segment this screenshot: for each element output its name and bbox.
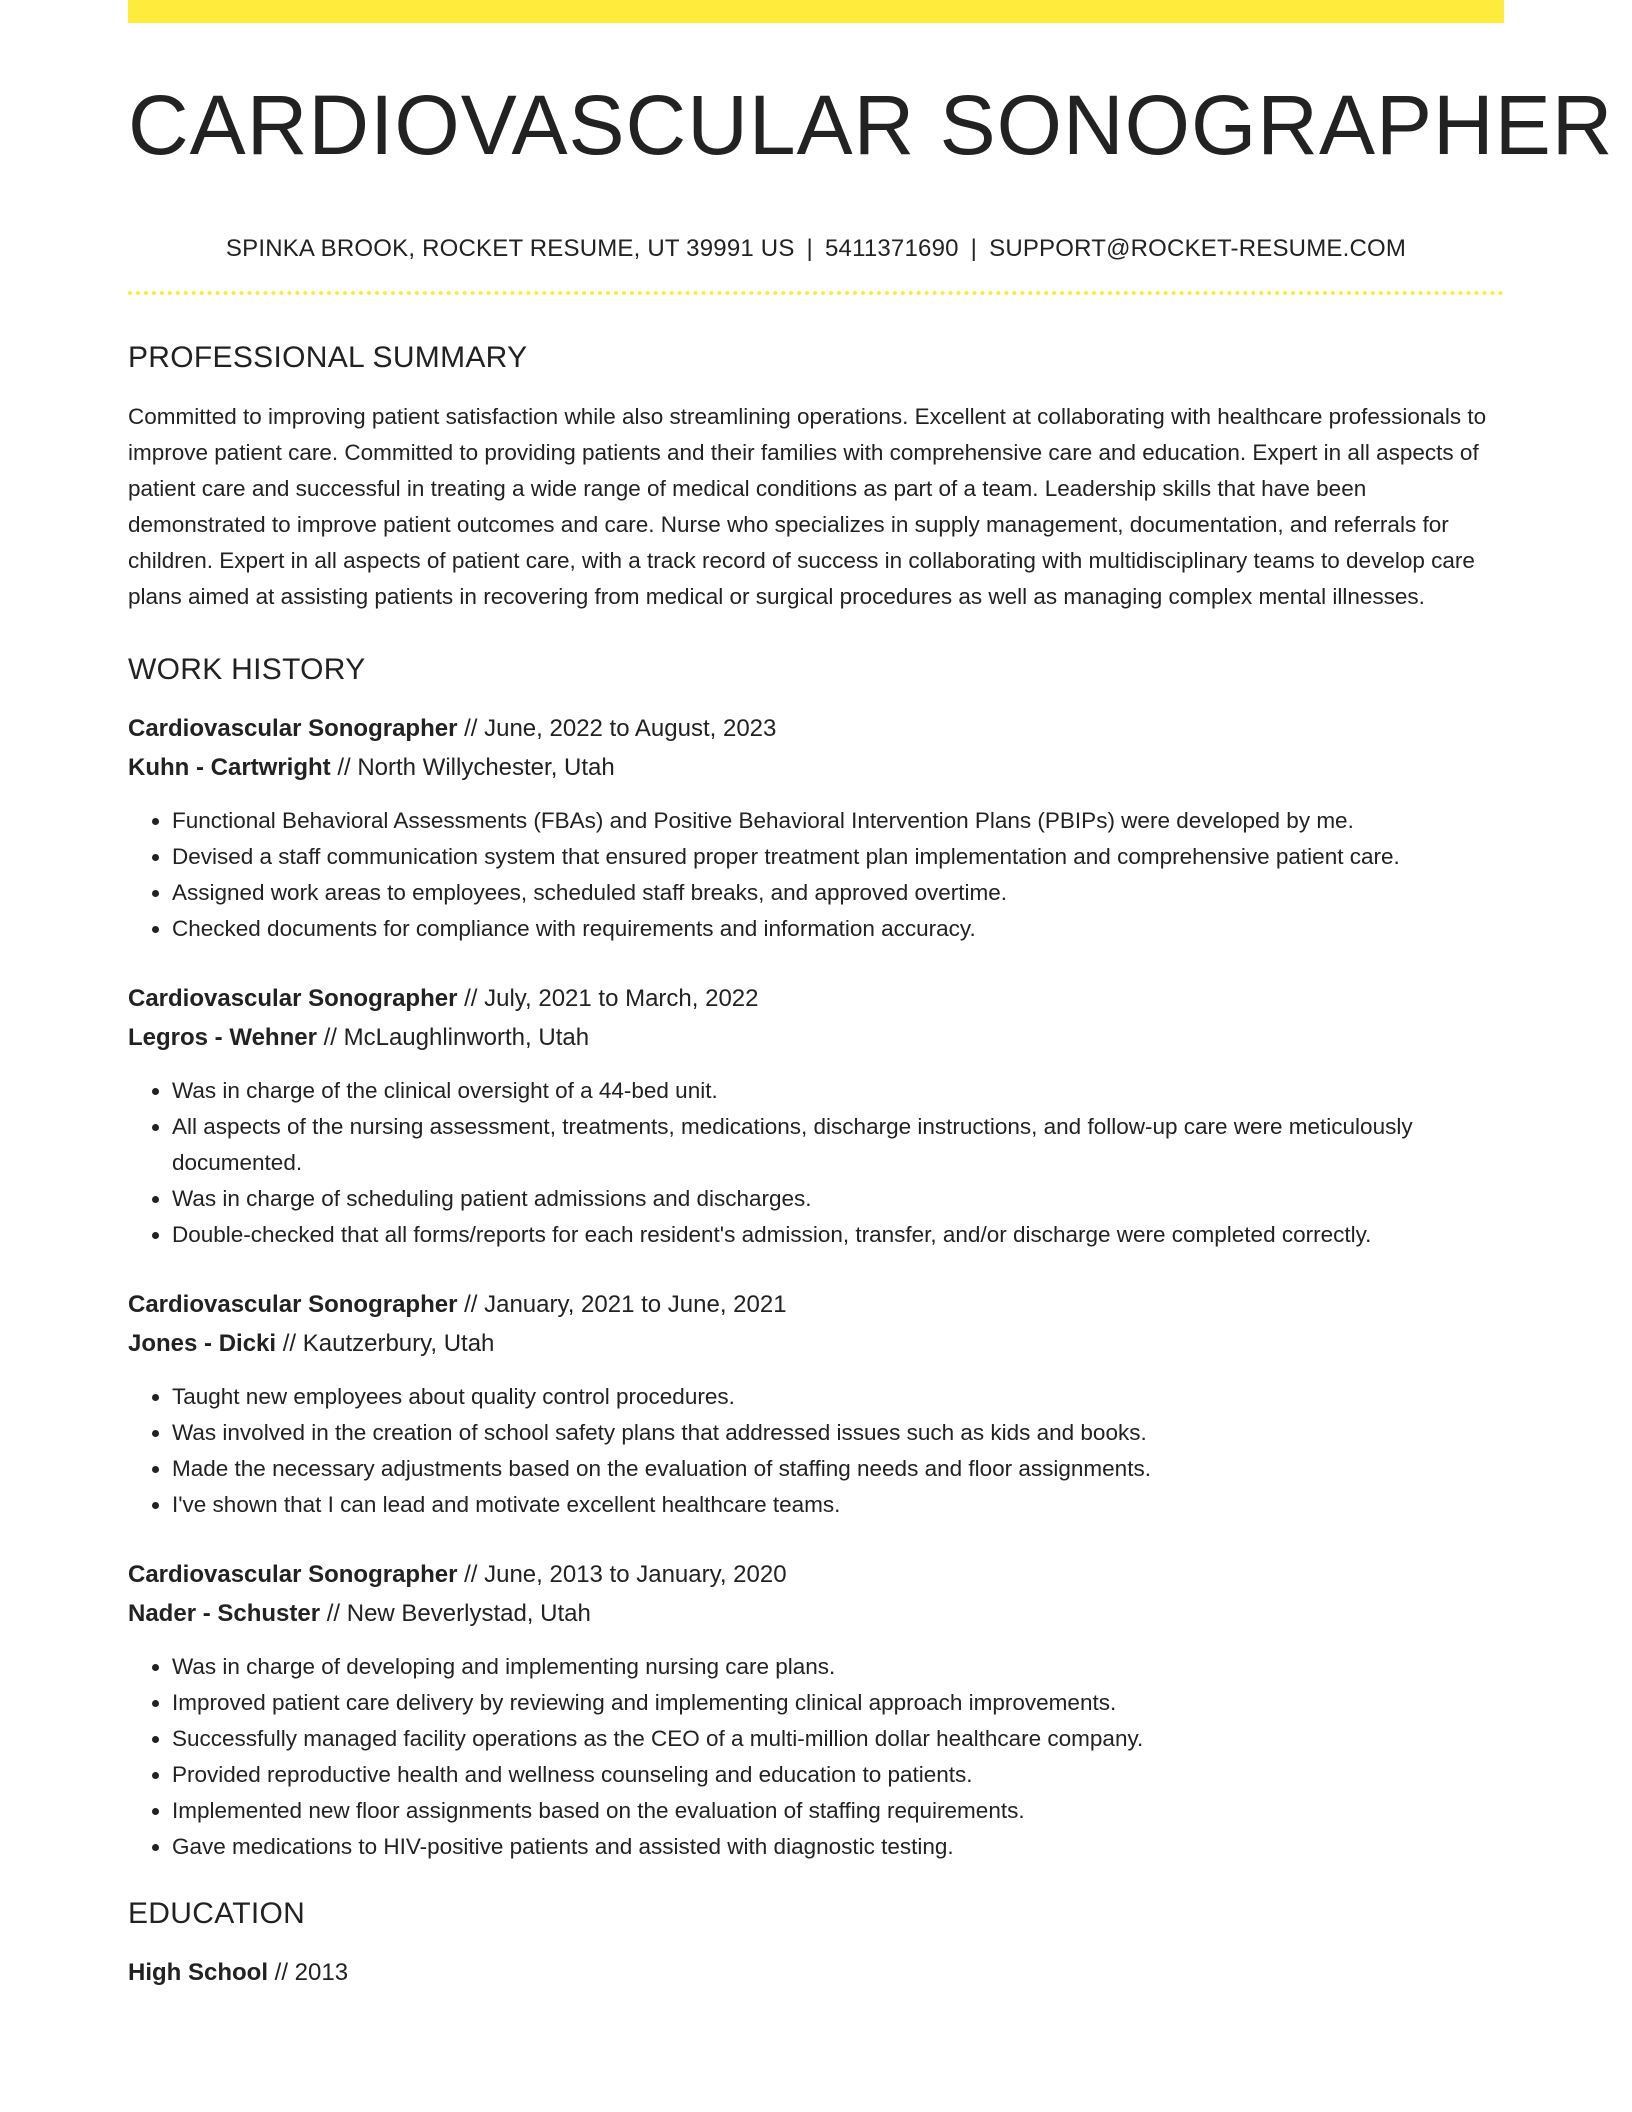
- job-bullet-item: • Was in charge of scheduling patient admissions and discharges.: [172, 1181, 1504, 1217]
- accent-top-bar: [128, 0, 1504, 23]
- job-bullet-item: • Double-checked that all forms/reports for each resident's admission, transfer, and/or discharge were completed correctly.: [172, 1217, 1504, 1253]
- job-bullet-item: • Implemented new floor assignments based on the evaluation of staffing requirements.: [172, 1793, 1504, 1829]
- job-dates: // June, 2013 to January, 2020: [464, 1561, 787, 1588]
- job-dates: // July, 2021 to March, 2022: [464, 985, 759, 1012]
- job-role-line: [128, 1555, 1504, 1594]
- job-company: Kuhn - Cartwright: [128, 754, 331, 781]
- job-bullet-item: • Checked documents for compliance with requirements and information accuracy.: [172, 911, 1504, 947]
- resume-page: [128, 0, 1614, 1992]
- job-bullet-item: • Improved patient care delivery by reviewing and implementing clinical approach improvements.: [172, 1685, 1504, 1721]
- job-bullet-item: • Provided reproductive health and wellness counseling and education to patients.: [172, 1757, 1504, 1793]
- section-title-work-history: WORK HISTORY: [128, 653, 366, 686]
- job-bullet-item: • Devised a staff communication system that ensured proper treatment plan implementation and comprehensive patient care.: [172, 839, 1504, 875]
- job-company-line: [128, 1594, 1504, 1633]
- job-entry: [128, 1555, 1504, 1865]
- work-history-list: [128, 709, 1504, 1865]
- job-bullet-item: • Gave medications to HIV-positive patients and assisted with diagnostic testing.: [172, 1829, 1504, 1865]
- job-location: // Kautzerbury, Utah: [282, 1330, 495, 1357]
- contact-line: [128, 235, 1504, 263]
- contact-address: SPINKA BROOK, ROCKET RESUME, UT 39991 US: [225, 235, 795, 262]
- job-bullet-list: [128, 1379, 1504, 1523]
- job-entry: [128, 979, 1504, 1253]
- job-bullet-item: • Was involved in the creation of school safety plans that addressed issues such as kids and books.: [172, 1415, 1504, 1451]
- job-bullet-item: • Successfully managed facility operations as the CEO of a multi-million dollar healthcare company.: [172, 1721, 1504, 1757]
- job-dates: // June, 2022 to August, 2023: [464, 715, 777, 742]
- job-location: // North Willychester, Utah: [337, 754, 615, 781]
- job-role: Cardiovascular Sonographer: [128, 715, 458, 742]
- job-entry: [128, 709, 1504, 947]
- job-company-line: [128, 1324, 1504, 1363]
- job-role-line: [128, 1285, 1504, 1324]
- job-company: Nader - Schuster: [128, 1600, 321, 1627]
- education-entry: [128, 1953, 1504, 1992]
- contact-separator: |: [806, 235, 813, 262]
- resume-name-title: CARDIOVASCULAR SONOGRAPHER: [128, 78, 1614, 172]
- section-title-summary: PROFESSIONAL SUMMARY: [128, 341, 528, 374]
- job-bullet-item: • Was in charge of the clinical oversight of a 44-bed unit.: [172, 1073, 1504, 1109]
- education-year: // 2013: [274, 1959, 349, 1986]
- job-company: Legros - Wehner: [128, 1024, 317, 1051]
- section-title-education: EDUCATION: [128, 1897, 306, 1930]
- dotted-divider: [128, 291, 1504, 295]
- contact-email: SUPPORT@ROCKET-RESUME.COM: [989, 235, 1407, 262]
- job-bullet-item: • I've shown that I can lead and motivate excellent healthcare teams.: [172, 1487, 1504, 1523]
- job-bullet-item: • Was in charge of developing and implementing nursing care plans.: [172, 1649, 1504, 1685]
- job-bullet-item: • Taught new employees about quality control procedures.: [172, 1379, 1504, 1415]
- job-location: // McLaughlinworth, Utah: [323, 1024, 590, 1051]
- job-bullet-item: • Made the necessary adjustments based on the evaluation of staffing needs and floor assignments.: [172, 1451, 1504, 1487]
- job-role: Cardiovascular Sonographer: [128, 1291, 458, 1318]
- education-degree: High School: [128, 1959, 268, 1986]
- job-bullet-list: [128, 803, 1504, 947]
- job-entry: [128, 1285, 1504, 1523]
- job-company: Jones - Dicki: [128, 1330, 277, 1357]
- job-dates: // January, 2021 to June, 2021: [464, 1291, 787, 1318]
- job-role: Cardiovascular Sonographer: [128, 1561, 458, 1588]
- job-bullet-list: [128, 1649, 1504, 1865]
- job-role: Cardiovascular Sonographer: [128, 985, 458, 1012]
- job-company-line: [128, 748, 1504, 787]
- job-location: // New Beverlystad, Utah: [326, 1600, 591, 1627]
- job-role-line: [128, 709, 1504, 748]
- summary-text: Committed to improving patient satisfaction while also streamlining operations. Excellent at collaborating with healthcare professionals to improve patient care. Committed to providing patients and their families with comprehensive care and education. Expert in all aspects of patient care and successful in treating a wide range of medical conditions as part of a team. Leadership skills that have been demonstrated to improve patient outcomes and care. Nurse who specializes in supply management, documentation, and referrals for children. Expert in all aspects of patient care, with a track record of success in collaborating with multidisciplinary teams to develop care plans aimed at assisting patients in recovering from medical or surgical procedures as well as managing complex mental illnesses.: [128, 404, 1487, 609]
- job-bullet-list: [128, 1073, 1504, 1253]
- job-bullet-item: • Assigned work areas to employees, scheduled staff breaks, and approved overtime.: [172, 875, 1504, 911]
- job-company-line: [128, 1018, 1504, 1057]
- job-bullet-item: • Functional Behavioral Assessments (FBAs) and Positive Behavioral Intervention Plans (PBIPs) were developed by me.: [172, 803, 1504, 839]
- contact-separator: |: [970, 235, 978, 262]
- contact-phone: 5411371690: [824, 235, 959, 262]
- job-role-line: [128, 979, 1504, 1018]
- job-bullet-item: • All aspects of the nursing assessment, treatments, medications, discharge instructions, and follow-up care were meticulously documented.: [172, 1109, 1504, 1181]
